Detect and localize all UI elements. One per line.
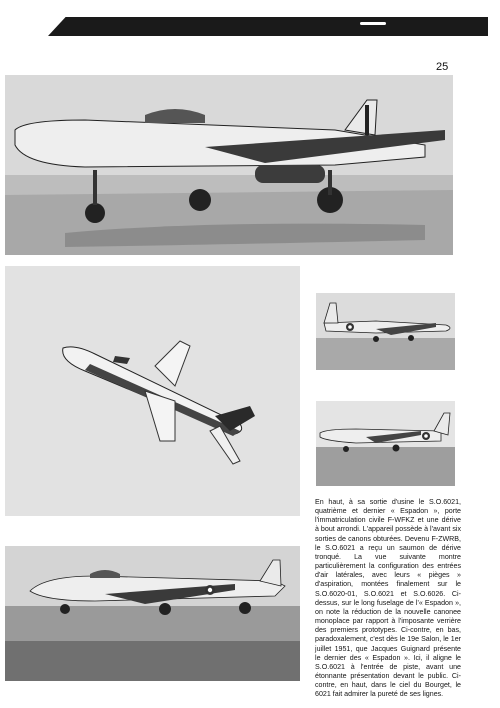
page-number: 25: [436, 61, 449, 73]
photo-top: [5, 75, 453, 255]
photo-bottom: [5, 546, 300, 681]
photo-right-2: [316, 401, 455, 486]
photo-mid-left: [5, 266, 300, 516]
photo-right-1: [316, 293, 455, 370]
header-mark: [360, 22, 386, 25]
caption-text: En haut, à sa sortie d'usine le S.O.6021, quatrième et dernier « Espadon », porte l'immatriculation civile F-WFKZ et une dérive à bout arrondi. L'appareil possède à l'avant six sorties de canons obturées. Devenu F-ZWRB, le S.O.6021 a reçu un saumon de dérive tronqué. La vue suivante montre particulièrement la configuration des entrées d'air latérales, avec leurs « pièges » d'aspiration, montées finalement sur le S.O.6020-01, S.O.6021 et S.O.6026. Ci-dessus, sur le long fuselage de l'« Espadon », on note la réduction de la nouvelle canonee monoplace par rapport à l'imposante verrière des premiers prototypes. Ci-contre, en bas, paradoxalement, c'est dès le 19e Salon, le 1er juillet 1951, que Jacques Guignard présente le dernier des « Espadon ». Ici, il aligne le S.O.6021 à l'entrée de piste, avant une étonnante présentation devant le public. Ci-contre, en haut, dans le ciel du Bourget, le 6021 fait admirer la pureté de ses lignes.: [315, 498, 461, 699]
header-bar: [48, 17, 488, 36]
